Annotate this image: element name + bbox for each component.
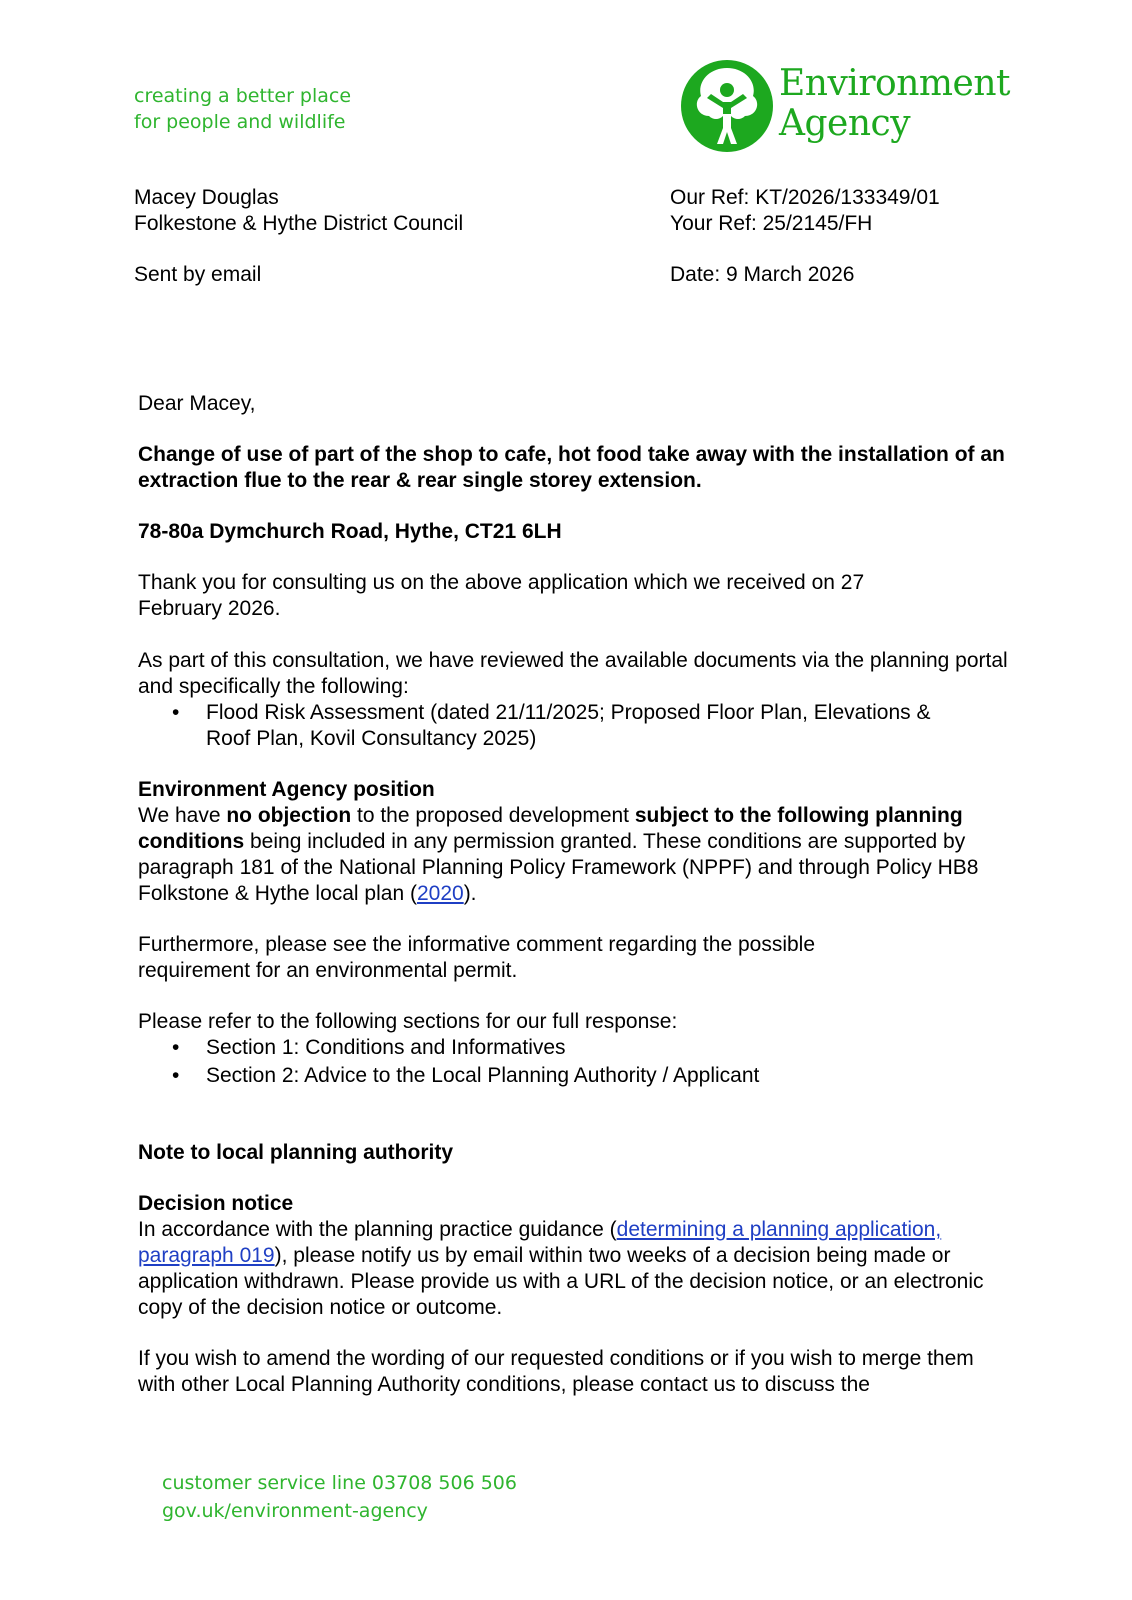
- decision-paragraph: [138, 1217, 1008, 1321]
- decision-text-1: In accordance with the planning practice guidance (: [138, 1218, 617, 1241]
- position-text-1: We have: [138, 804, 227, 827]
- footer: [162, 1469, 517, 1525]
- addressee-name: Macey Douglas: [134, 186, 279, 209]
- site-address: [138, 519, 1008, 545]
- subject: [138, 442, 1008, 494]
- refer-intro: Please refer to the following sections for our full response:: [138, 1010, 678, 1033]
- website-link[interactable]: gov.uk/environment-agency: [162, 1500, 428, 1522]
- decision-text-2: ), please notify us by email within two weeks of a decision being made or application withdrawn. Please provide us with a URL of the decision notice, or an electronic copy of the decision notice or outcome.: [138, 1244, 984, 1319]
- position-conditions: subject to the following planning conditions: [138, 804, 963, 853]
- logo-word-agency: Agency: [779, 103, 911, 144]
- our-ref: Our Ref: KT/2026/133349/01: [670, 186, 940, 209]
- position-no-objection: no objection: [226, 804, 352, 827]
- greeting: Dear Macey,: [138, 392, 256, 415]
- position-text-2: to the proposed development: [351, 804, 635, 827]
- decision-heading: [138, 1191, 1008, 1217]
- amend-paragraph: If you wish to amend the wording of our requested conditions or if you wish to merge them with other Local Planning Authority conditions, please contact us to discuss the: [138, 1347, 974, 1396]
- thanks-paragraph: Thank you for consulting us on the above application which we received on 27 February 2026.: [138, 571, 865, 620]
- sections-list: [138, 1035, 1008, 1089]
- subject-text: Change of use of part of the shop to cafe, hot food take away with the installation of an extraction flue to the rear & rear single storey extension.: [138, 443, 1005, 492]
- furthermore-paragraph: Furthermore, please see the informative comment regarding the possible requirement for an environmental permit.: [138, 933, 816, 982]
- logo-word-environment: Environment: [779, 63, 1010, 104]
- reviewed-intro: As part of this consultation, we have reviewed the available documents via the planning portal and specifically the following:: [138, 649, 1008, 698]
- tagline-line-1: creating a better place: [134, 85, 352, 107]
- position-paragraph: [138, 803, 1008, 907]
- refer-paragraph: [138, 1009, 1008, 1089]
- decision-heading-text: Decision notice: [138, 1192, 294, 1215]
- position-heading-text: Environment Agency position: [138, 778, 435, 801]
- position-section: [138, 777, 1008, 907]
- logo-wordmark: [779, 64, 1010, 144]
- references: [670, 185, 940, 237]
- position-text-3: being included in any permission granted. These conditions are supported by paragraph 181 of the National Planning Policy Framework (NPPF) and through Policy HB8 Folkstone & Hythe local plan (: [138, 830, 979, 905]
- site-address-text: 78-80a Dymchurch Road, Hythe, CT21 6LH: [138, 520, 562, 543]
- position-text-4: ).: [463, 882, 477, 905]
- planning-guidance-link[interactable]: determining a planning application, paragraph 019: [138, 1218, 942, 1267]
- customer-service-line: customer service line 03708 506 506: [162, 1472, 517, 1494]
- list-item: • Section 1: Conditions and Informatives: [138, 1035, 1008, 1061]
- environment-agency-logo: [679, 58, 1019, 158]
- tree-person-logo-icon: [679, 58, 775, 154]
- list-item: • Flood Risk Assessment (dated 21/11/2025; Proposed Floor Plan, Elevations & Roof Plan, Kovil Consultancy 2025): [138, 700, 966, 752]
- letter-date: Date: 9 March 2026: [670, 263, 855, 286]
- decision-section: [138, 1191, 1008, 1321]
- note-heading: [138, 1140, 1008, 1166]
- reviewed-list: [138, 700, 1008, 752]
- reviewed-paragraph: [138, 648, 1008, 752]
- local-plan-2020-link[interactable]: 2020: [416, 882, 464, 905]
- tagline-line-2: for people and wildlife: [134, 111, 346, 133]
- note-heading-text: Note to local planning authority: [138, 1141, 453, 1164]
- position-heading: [138, 777, 1008, 803]
- tagline: [134, 83, 351, 135]
- list-item: • Section 2: Advice to the Local Planning Authority / Applicant: [138, 1063, 1008, 1089]
- sent-by: Sent by email: [134, 263, 262, 286]
- your-ref: Your Ref: 25/2145/FH: [670, 212, 873, 235]
- addressee: [134, 185, 463, 237]
- addressee-org: Folkestone & Hythe District Council: [134, 212, 464, 235]
